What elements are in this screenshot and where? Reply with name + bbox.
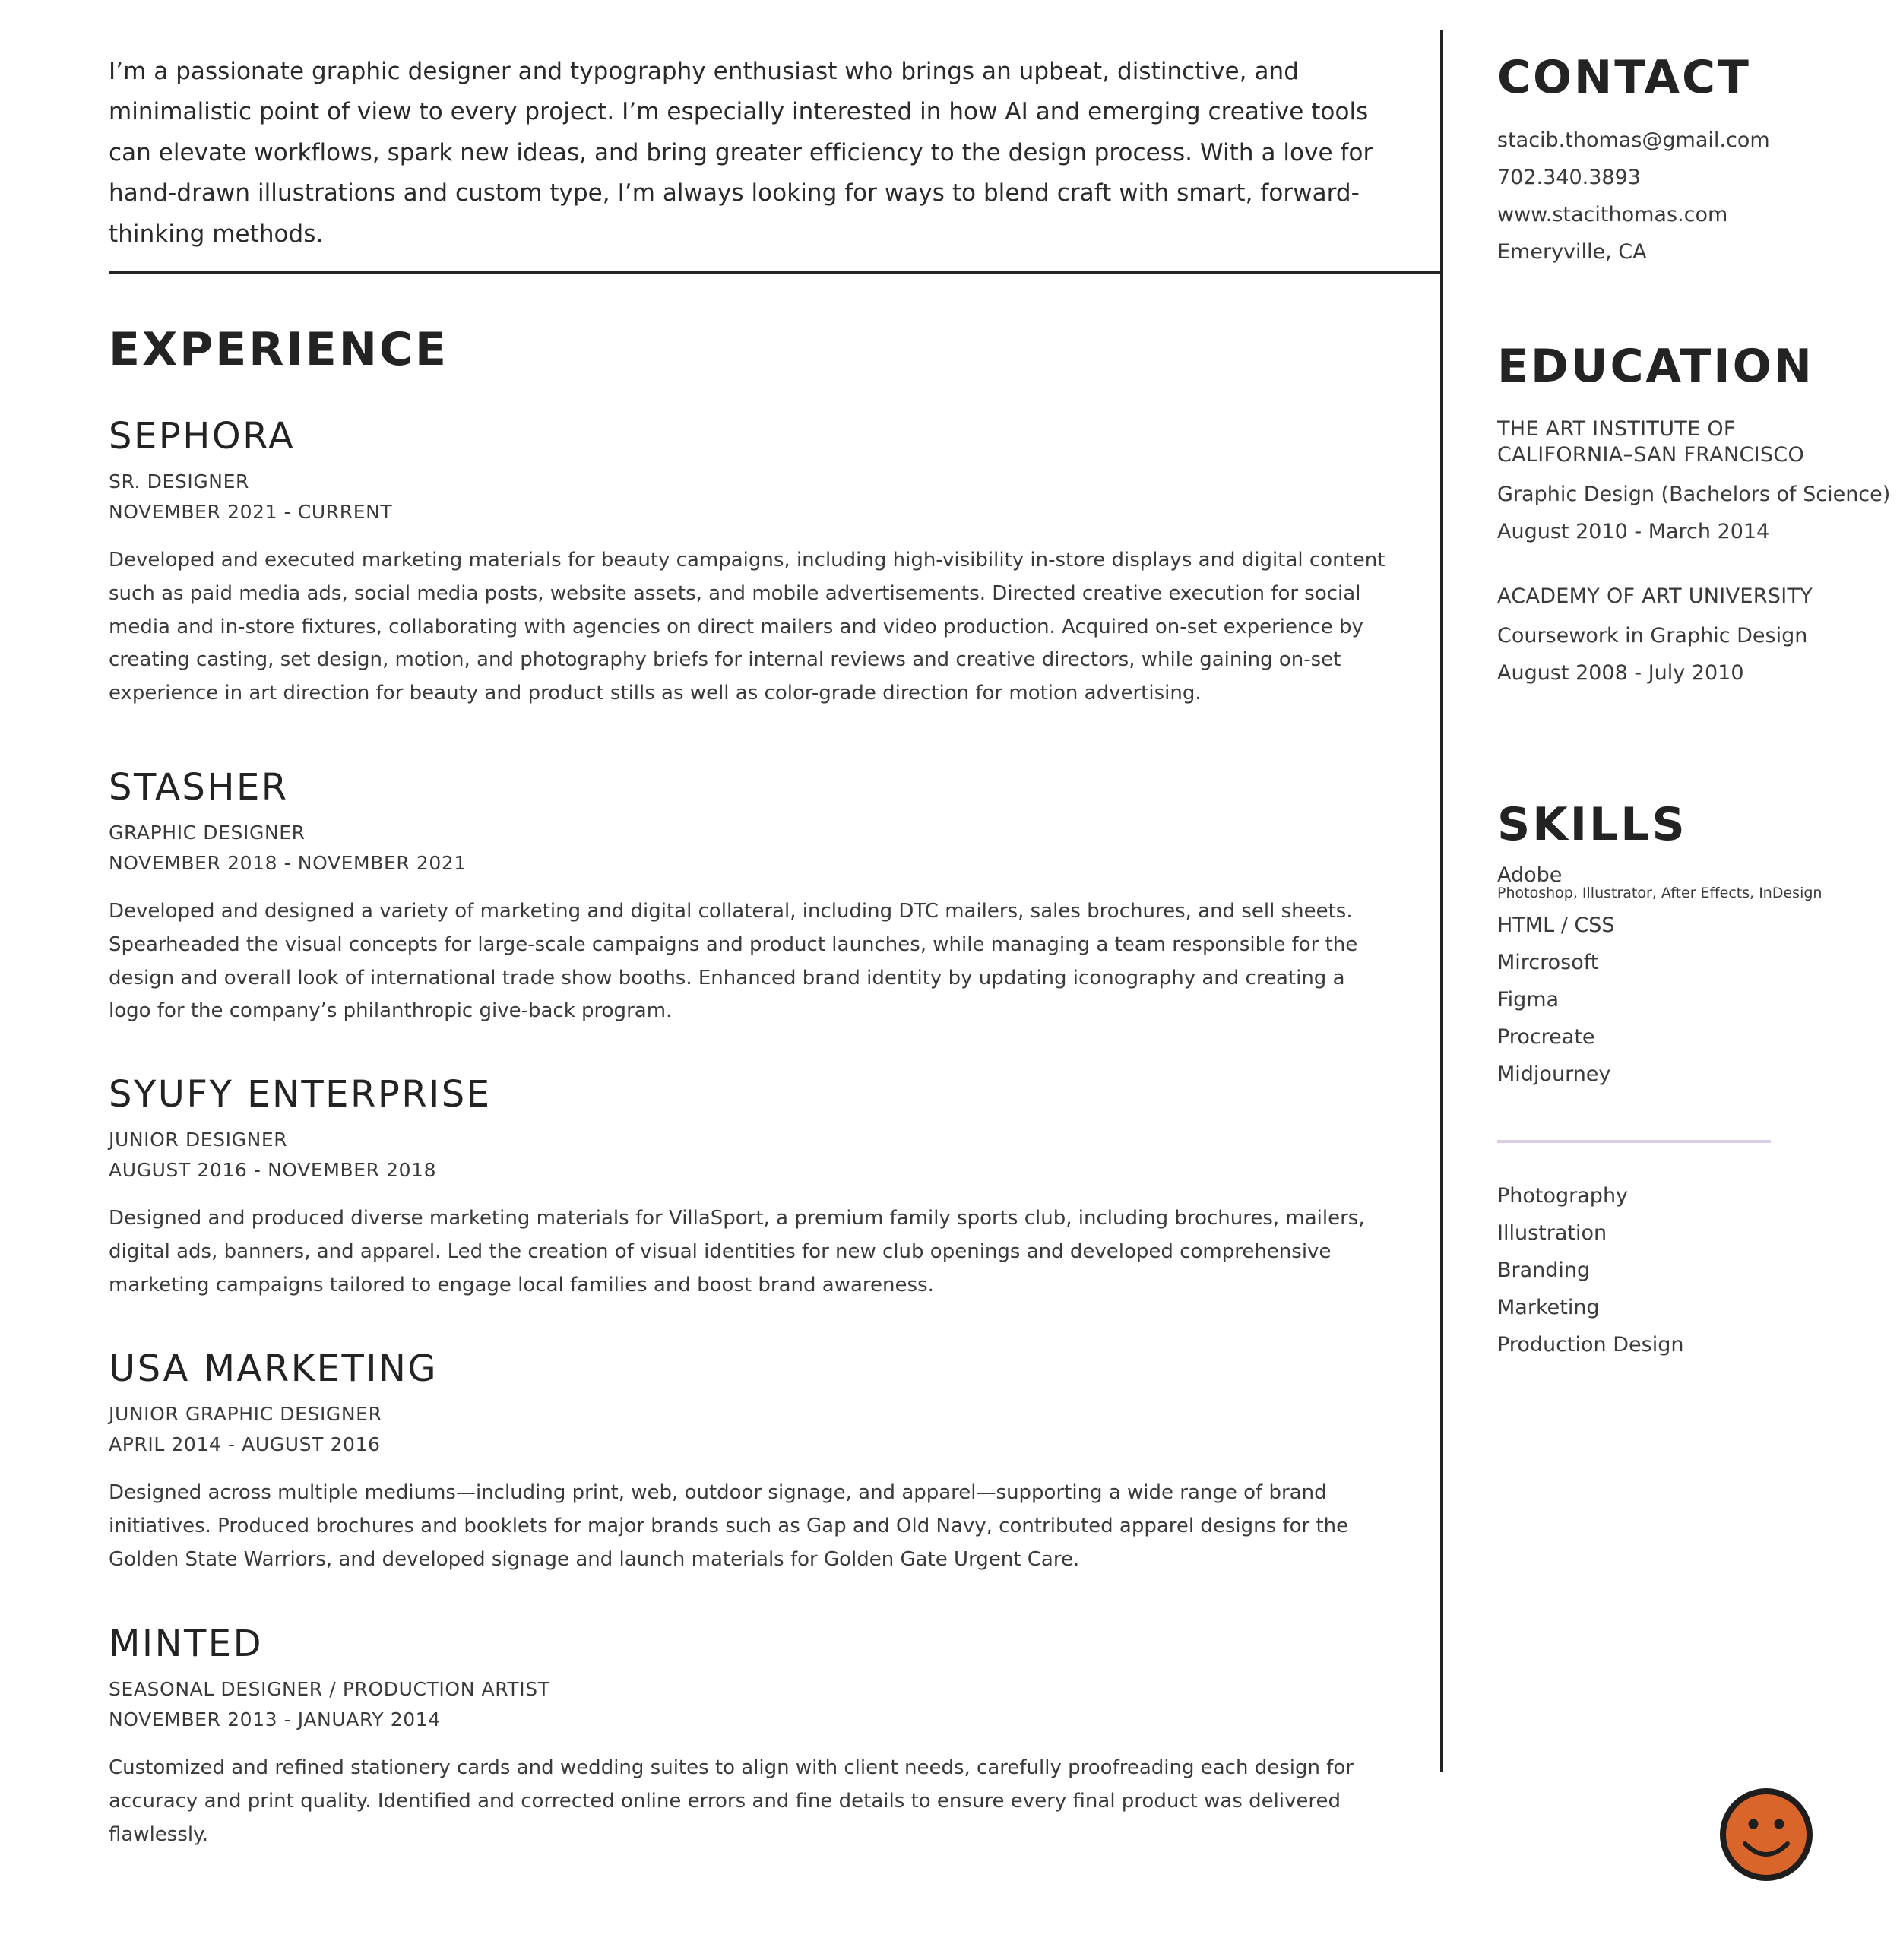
skill-item: Figma	[1497, 988, 1560, 1012]
job-dates: NOVEMBER 2013 - JANUARY 2014	[109, 1708, 441, 1730]
skill-item: Mircrosoft	[1497, 951, 1599, 974]
job-role: JUNIOR GRAPHIC DESIGNER	[109, 1403, 382, 1425]
contact-location: Emeryville, CA	[1497, 240, 1647, 264]
discipline-item: Photography	[1497, 1184, 1629, 1208]
job-role: SR. DESIGNER	[109, 470, 249, 492]
intro-paragraph: I’m a passionate graphic designer and typography enthusiast who brings an upbeat, distinctive, and minimalistic point of view to every project. I’m especially interested in how AI and emerging creative tools can elevate workflows, spark new ideas, and bring greater efficiency to the design process. With a love for hand-drawn illustrations and custom type, I’m always looking for ways to blend craft with smart, forward-thinking methods.	[109, 58, 1373, 248]
job-description: Designed across multiple mediums—including print, web, outdoor signage, and apparel—supporting a wide range of brand initiatives. Produced brochures and booklets for major brands such as Gap and Old Navy, contributed apparel designs for the Golden State Warriors, and developed signage and launch materials for Golden Gate Urgent Care.	[109, 1481, 1349, 1571]
school-name	[1497, 416, 1885, 468]
job-description: Developed and executed marketing materials for beauty campaigns, including high-visibility in-store displays and digital content such as paid media ads, social media posts, website assets, and mobile advertisements. Directed creative execution for social media and in-store fixtures, collaborating with agencies on direct mailers and video production. Acquired on-set experience by creating casting, set design, motion, and photography briefs for internal reviews and creative directors, while gaining on-set experience in art direction for beauty and product stills as well as color-grade direction for motion advertising.	[109, 549, 1385, 705]
job-role: GRAPHIC DESIGNER	[109, 822, 306, 844]
job-description: Designed and produced diverse marketing materials for VillaSport, a premium family sports club, including brochures, mailers, digital ads, banners, and apparel. Led the creation of visual identities for new club openings and developed comprehensive marketing campaigns tailored to engage local families and boost brand awareness.	[109, 1207, 1365, 1297]
smiley-face-circle	[1723, 1791, 1810, 1878]
job-description: Customized and refined stationery cards and wedding suites to align with client needs, carefully proofreading each design for accuracy and print quality. Identified and corrected online errors and fine details to ensure every final product was delivered flawlessly.	[109, 1756, 1354, 1846]
school-program: Graphic Design (Bachelors of Science)	[1497, 483, 1891, 506]
job-dates: APRIL 2014 - AUGUST 2016	[109, 1433, 381, 1455]
job-company: SEPHORA	[109, 415, 296, 458]
job-description: Developed and designed a variety of marketing and digital collateral, including DTC mailers, sales brochures, and sell sheets. Spearheaded the visual concepts for large-scale campaigns and product launches, while managing a team responsible for the design and overall look of international trade show booths. Enhanced brand identity by updating iconography and creating a logo for the company’s philanthropic give-back program.	[109, 900, 1358, 1023]
school-program: Coursework in Graphic Design	[1497, 624, 1808, 648]
job-entry-minted	[109, 1623, 1385, 1851]
contact-heading: CONTACT	[1497, 51, 1751, 104]
experience-heading: EXPERIENCE	[109, 323, 448, 376]
skill-adobe-detail: Photoshop, Illustrator, After Effects, InDesign	[1497, 885, 1822, 901]
smiley-right-eye	[1775, 1819, 1784, 1829]
education-entry	[1497, 416, 1891, 550]
job-entry-stasher	[109, 766, 1385, 1028]
contact-email[interactable]: stacib.thomas@gmail.com	[1497, 128, 1770, 152]
job-company: SYUFY ENTERPRISE	[109, 1073, 492, 1116]
vertical-divider	[1440, 30, 1443, 1772]
skill-item: Procreate	[1497, 1025, 1595, 1049]
job-dates: AUGUST 2016 - NOVEMBER 2018	[109, 1159, 437, 1181]
job-role: JUNIOR DESIGNER	[109, 1129, 288, 1151]
job-entry-syufy-enterprise	[109, 1073, 1385, 1302]
skill-item: Midjourney	[1497, 1062, 1611, 1086]
horizontal-divider	[109, 271, 1442, 274]
school-dates: August 2008 - July 2010	[1497, 661, 1744, 685]
smiley-left-eye	[1749, 1819, 1759, 1829]
discipline-item: Branding	[1497, 1259, 1591, 1282]
disciplines-list	[1497, 1177, 1885, 1363]
discipline-item: Illustration	[1497, 1221, 1607, 1245]
skill-adobe: Adobe	[1497, 863, 1563, 887]
job-entry-usa-marketing	[109, 1347, 1385, 1576]
job-company: STASHER	[109, 766, 289, 809]
job-company: MINTED	[109, 1623, 264, 1665]
contact-website[interactable]: www.stacithomas.com	[1497, 203, 1728, 226]
job-entry-sephora	[109, 415, 1385, 711]
education-section	[1497, 340, 1891, 692]
school-dates: August 2010 - March 2014	[1497, 520, 1770, 543]
school-name-line: CALIFORNIA–SAN FRANCISCO	[1497, 443, 1805, 467]
skills-heading: SKILLS	[1497, 798, 1687, 851]
education-entry	[1497, 584, 1885, 692]
school-name: ACADEMY OF ART UNIVERSITY	[1497, 584, 1813, 608]
skills-section	[1497, 798, 1885, 1093]
job-dates: NOVEMBER 2018 - NOVEMBER 2021	[109, 852, 467, 874]
contact-phone[interactable]: 702.340.3893	[1497, 166, 1641, 189]
skill-item: HTML / CSS	[1497, 914, 1615, 937]
school-name-line: THE ART INSTITUTE OF	[1497, 417, 1736, 441]
job-company: USA MARKETING	[109, 1347, 439, 1390]
job-dates: NOVEMBER 2021 - CURRENT	[109, 501, 393, 523]
education-heading: EDUCATION	[1497, 340, 1814, 393]
skills-divider	[1497, 1140, 1771, 1143]
contact-section	[1497, 51, 1885, 271]
smiley-face-icon[interactable]	[1719, 1787, 1813, 1882]
discipline-item: Marketing	[1497, 1296, 1600, 1319]
job-role: SEASONAL DESIGNER / PRODUCTION ARTIST	[109, 1678, 550, 1700]
discipline-item: Production Design	[1497, 1333, 1684, 1357]
